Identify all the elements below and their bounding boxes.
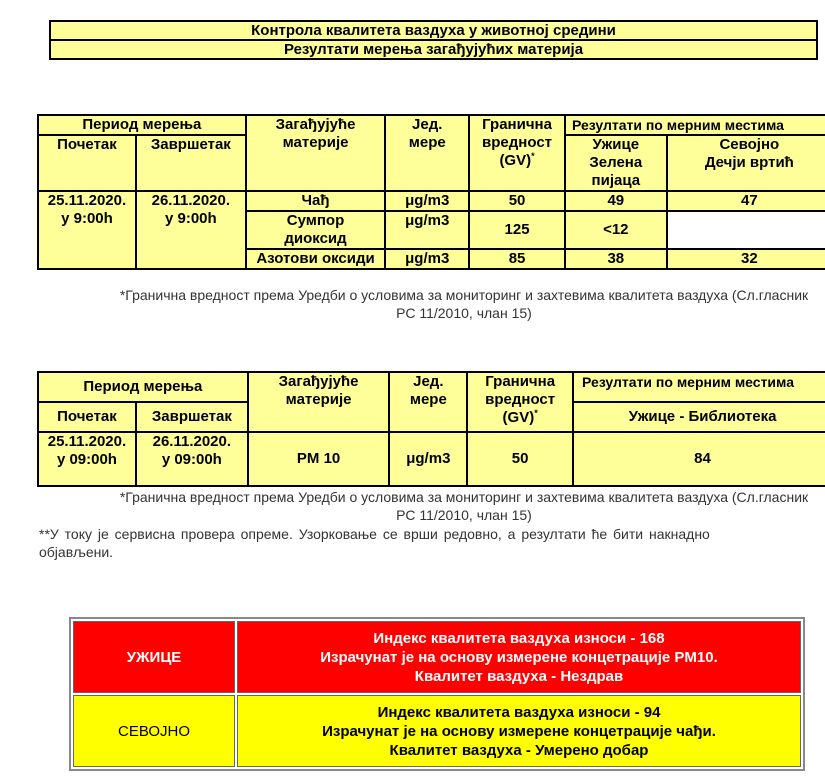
pollutant-header: Загађујуће материје [248,372,390,432]
unit-value: μg/m3 [385,191,469,211]
limit-value: 50 [467,432,573,486]
unit-value: μg/m3 [389,432,467,486]
results-header: Резултати по мерним местима [573,372,825,402]
site-library-header: Ужице - Библиотека [573,402,825,432]
pollutant-name: Чађ [246,191,386,211]
report-header [49,20,818,60]
start-datetime: 25.11.2020. у 09:00h [38,432,136,486]
aqi-uzice-info: Индекс квалитета ваздуха износи - 168 Израчунат је на основу измерене концетрације PM10. Квалитет ваздуха - Нездрав [237,621,801,693]
measurement-table-2 [37,371,825,487]
site-uzice-value: 49 [565,191,667,211]
site-library-value: 84 [573,432,825,486]
measurement-table-1 [37,114,825,270]
site-sevojno-header: Севојно Дечји вртић [667,135,825,191]
report-subtitle: Резултати мерења загађујућих материја [50,40,817,59]
footnote-service: **У току је сервисна провера опреме. Узорковање се врши редовно, а резултати ће бити накнадно објављени. [39,526,710,560]
start-header: Почетак [38,402,136,432]
end-datetime: 26.11.2020. у 9:00h [136,191,246,269]
end-header: Завршетак [136,402,248,432]
pollutant-name: Азотови оксиди [246,249,386,269]
limit-header: Гранична вредност (GV)* [467,372,573,432]
site-sevojno-value: 32 [667,249,825,269]
unit-value: μg/m3 [385,249,469,269]
end-header: Завршетак [136,135,246,191]
limit-value: 50 [469,191,565,211]
start-datetime: 25.11.2020. у 9:00h [38,191,136,269]
site-uzice-value: <12 [565,211,667,249]
results-header: Резултати по мерним местима [565,115,825,135]
air-quality-index-table [69,617,805,771]
city-uzice: УЖИЦЕ [73,621,235,693]
pollutant-name: Сумпор диоксид [246,211,386,249]
limit-header: Гранична вредност (GV)* [469,115,565,191]
site-sevojno-value [667,211,825,249]
unit-header: Јед. мере [389,372,467,432]
city-sevojno: СЕВОЈНО [73,695,235,767]
footnote-limit-1: *Гранична вредност према Уредби о условима за мониторинг и захтевима квалитета ваздуха (Сл.гласник РС 11/2010, члан 15) [119,287,809,321]
period-header: Период мерења [38,372,248,402]
site-sevojno-value: 47 [667,191,825,211]
limit-value: 125 [469,211,565,249]
pollutant-name: PM 10 [248,432,390,486]
period-header: Период мерења [38,115,246,135]
site-uzice-value: 38 [565,249,667,269]
aqi-sevojno-info: Индекс квалитета ваздуха износи - 94 Израчунат је на основу измерене концетрације чађи. Квалитет ваздуха - Умерено добар [237,695,801,767]
site-uzice-header: Ужице Зелена пијаца [565,135,667,191]
footnote-limit-2: *Гранична вредност према Уредби о условима за мониторинг и захтевима квалитета ваздуха (Сл.гласник РС 11/2010, члан 15) [119,489,809,523]
start-header: Почетак [38,135,136,191]
pollutant-header: Загађујуће материје [246,115,386,191]
end-datetime: 26.11.2020. у 09:00h [136,432,248,486]
unit-header: Јед. мере [385,115,469,191]
limit-value: 85 [469,249,565,269]
report-title: Контрола квалитета ваздуха у животној средини [50,21,817,40]
unit-value: μg/m3 [385,211,469,249]
